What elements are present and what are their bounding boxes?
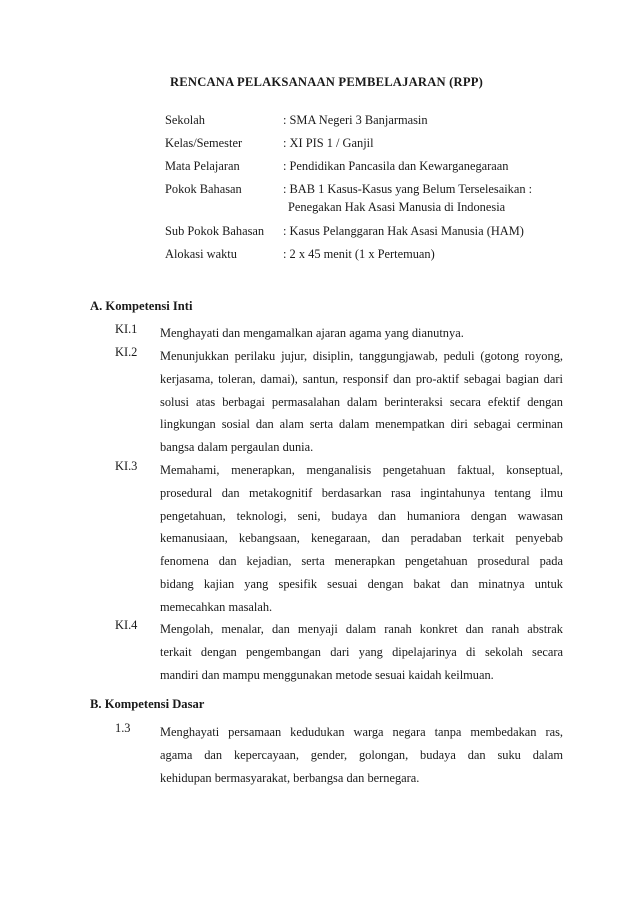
text-line: memecahkan masalah. [160,599,273,614]
text-line: mandiri dan mampu menggunakan metode sesuai kaidah keilmuan. [160,667,494,682]
info-label: Pokok Bahasan [165,182,242,196]
text-line: bangsa dalam pergaulan dunia. [160,440,314,455]
info-value: : XI PIS 1 / Ganjil [283,136,374,150]
info-value: : 2 x 45 menit (1 x Pertemuan) [283,247,435,261]
text-line: Menghayati persamaan kedudukan warga negara tanpa membedakan ras, [160,725,563,739]
info-value: : BAB 1 Kasus-Kasus yang Belum Terselesaikan : [283,182,533,196]
item-code: KI.1 [115,322,138,336]
item-code: KI.4 [115,618,138,632]
info-label: Sekolah [165,113,205,127]
item-text [160,618,563,686]
text-line: agama dan kepercayaan, gender, golongan, budaya dan suku dalam [160,747,563,762]
info-value: : SMA Negeri 3 Banjarmasin [283,113,428,127]
text-line: prosedural dan metakognitif berdasarkan rasa ingintahunya tentang ilmu [160,485,563,500]
item-text [160,345,563,459]
text-line: terkait dengan pengembangan dari yang dipelajarinya di sekolah secara [160,644,563,659]
info-label: Kelas/Semester [165,136,243,150]
item-code: KI.2 [115,345,138,359]
document-title: RENCANA PELAKSANAAN PEMBELAJARAN (RPP) [170,75,483,89]
info-label: Sub Pokok Bahasan [165,224,265,238]
item-text [160,322,563,345]
text-line: pengetahuan, teknologi, seni, budaya dan humaniora dengan wawasan [160,508,563,523]
text-line: kehidupan bermasyarakat, berbangsa dan bernegara. [160,770,420,785]
text-line: kemanusiaan, kebangsaan, kenegaraan, dan peradaban terkait penyebab [160,531,563,546]
item-text [160,459,563,619]
info-label: Alokasi waktu [165,247,237,261]
info-label: Mata Pelajaran [165,159,240,173]
text-line: Menghayati dan mengamalkan ajaran agama yang dianutnya. [160,326,464,340]
info-value-wrap [283,182,532,215]
item-code: KI.3 [115,459,138,473]
text-line: Memahami, menerapkan, menganalisis pengetahuan faktual, konseptual, [160,463,563,477]
text-line: Menunjukkan perilaku jujur, disiplin, tanggungjawab, peduli (gotong royong, [160,349,563,363]
text-line: bidang kajian yang spesifik sesuai dengan bakat dan minatnya untuk [160,576,563,591]
text-line: solusi atas berbagai permasalahan dalam berinteraksi secara efektif dengan [160,394,563,409]
section-heading-kompetensi-dasar: B. Kompetensi Dasar [90,697,205,711]
section-heading-kompetensi-inti: A. Kompetensi Inti [90,299,193,313]
info-value: : Kasus Pelanggaran Hak Asasi Manusia (HAM) [283,224,524,238]
text-line: kerjasama, toleran, damai), santun, responsif dan pro-aktif sebagai bagian dari [160,371,563,386]
text-line: lingkungan sosial dan alam serta dalam menempatkan diri sebagai cerminan [160,417,563,432]
text-line: Mengolah, menalar, dan menyaji dalam ranah konkret dan ranah abstrak [160,622,563,636]
info-value: : Pendidikan Pancasila dan Kewarganegaraan [283,159,509,173]
item-text [160,721,563,789]
item-code: 1.3 [115,721,131,735]
text-line: fenomena dan kejadian, serta menerapkan pengetahuan prosedural pada [160,554,563,569]
info-value-continuation: Penegakan Hak Asasi Manusia di Indonesia [288,200,506,214]
